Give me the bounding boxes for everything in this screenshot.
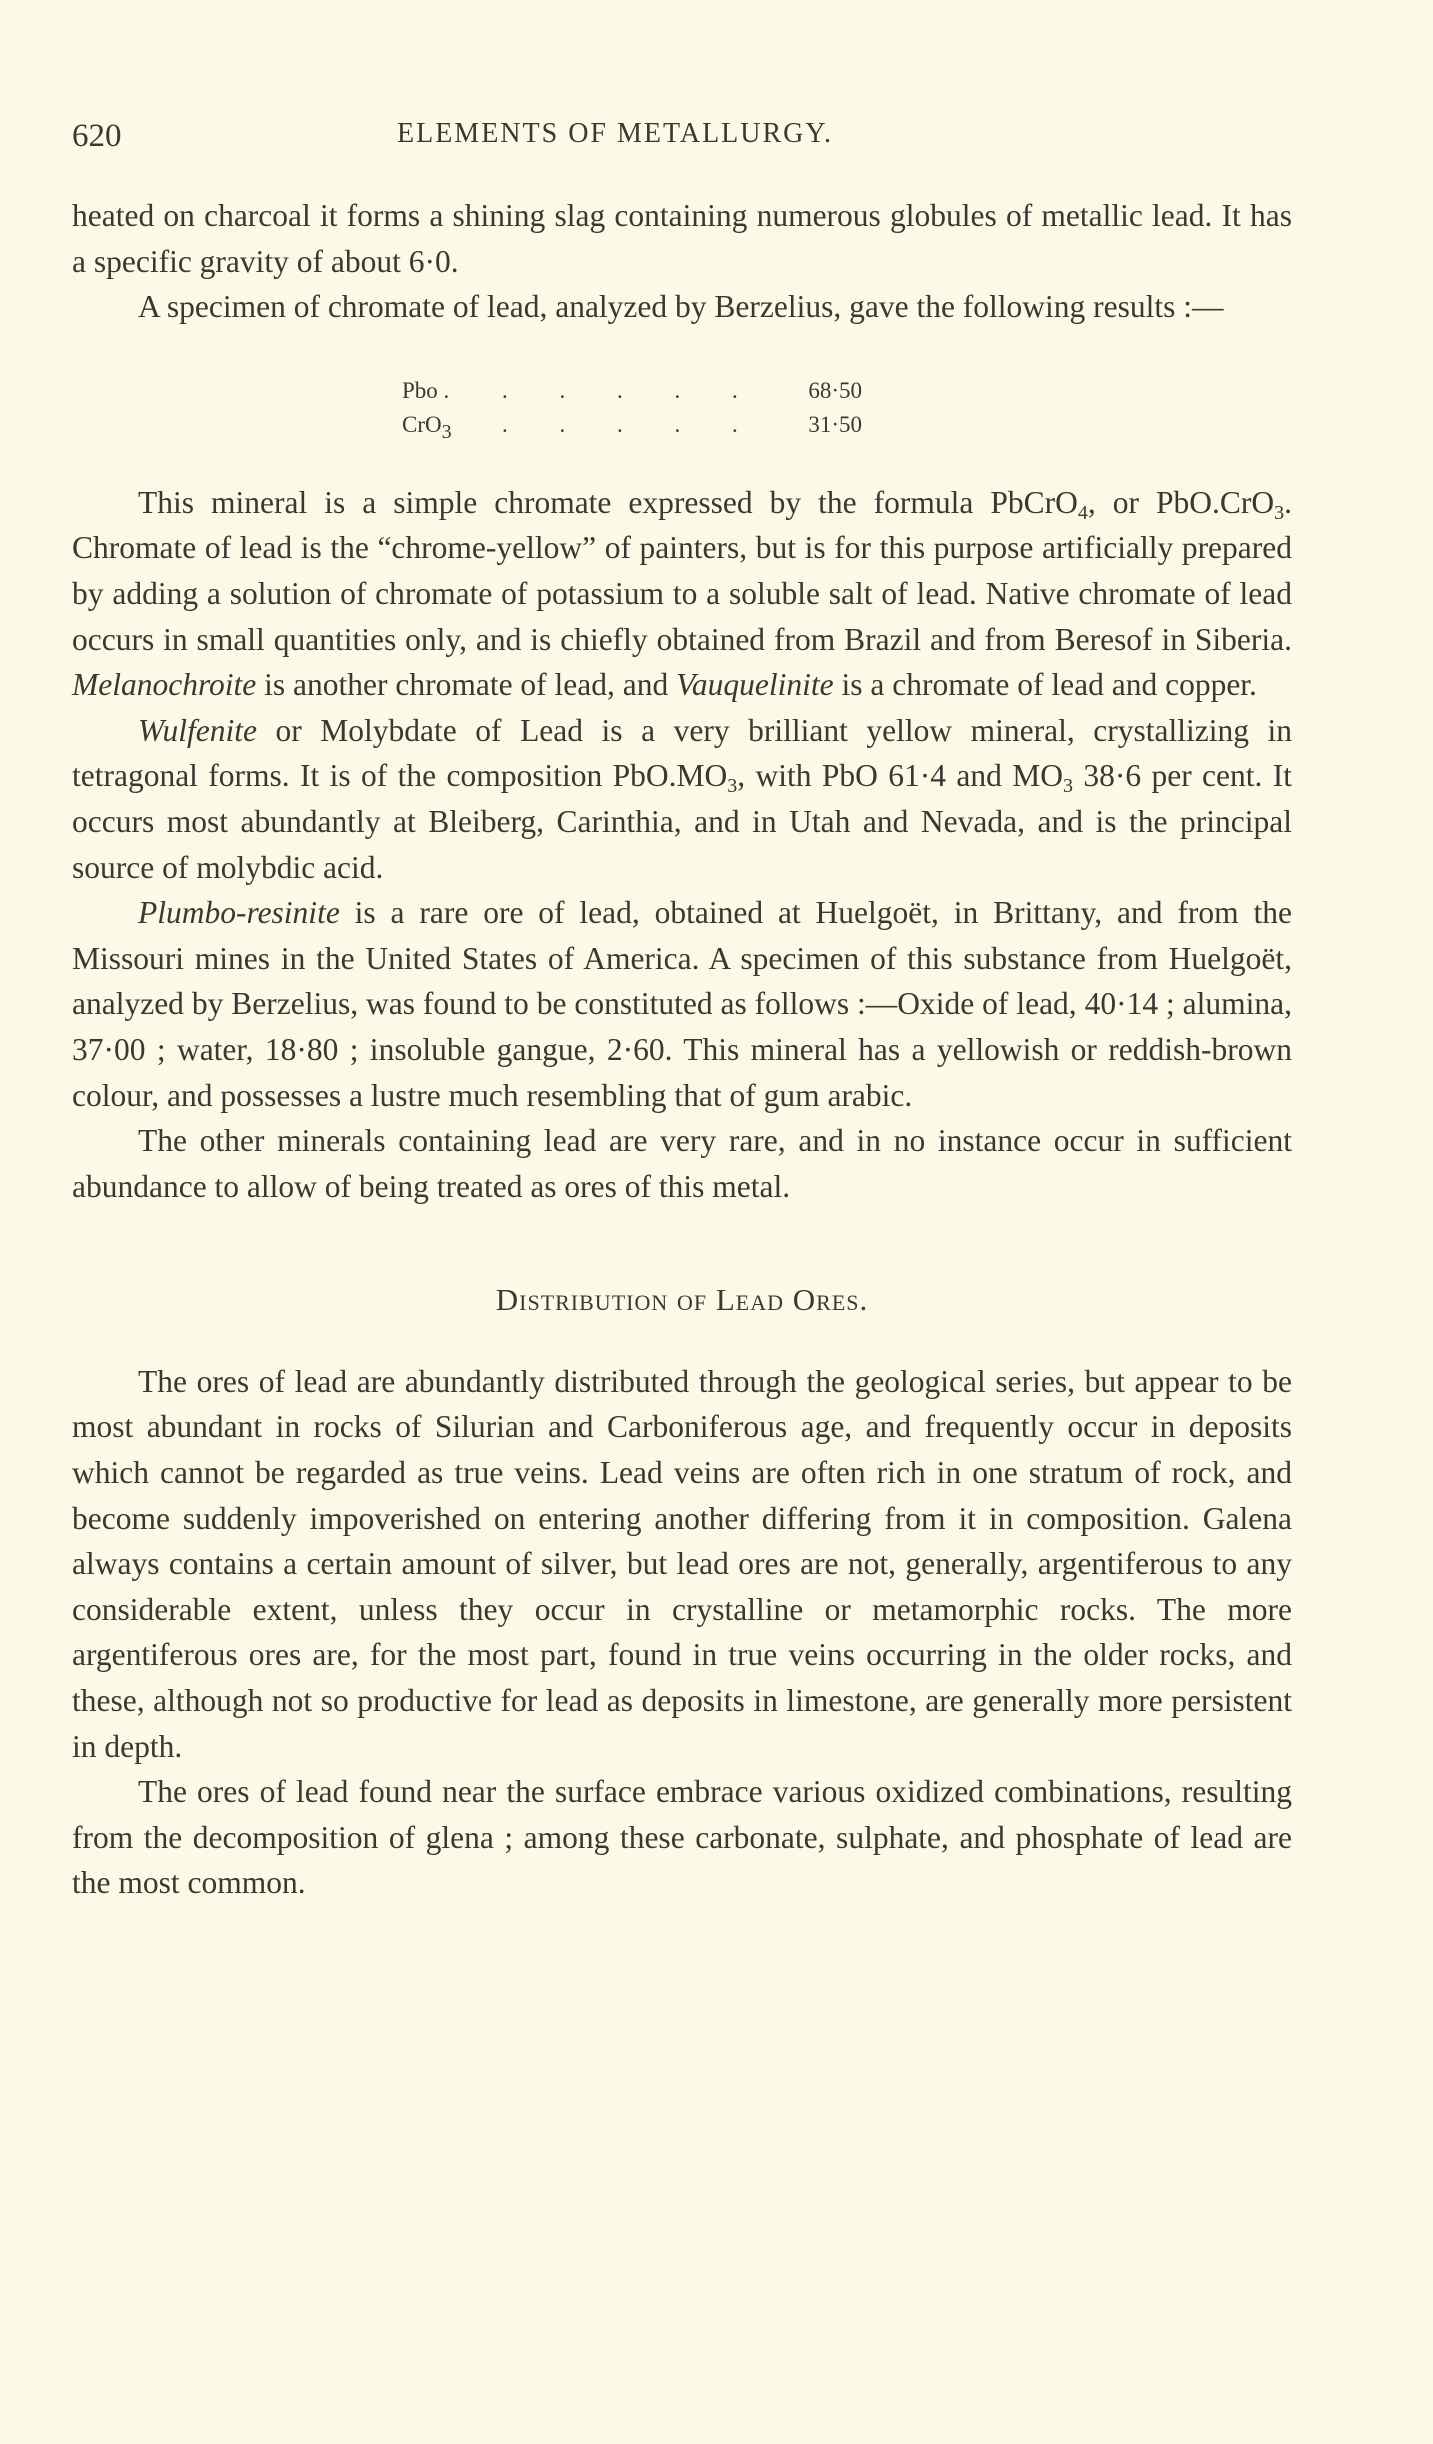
plumbo-resinite-paragraph: Plumbo-resinite is a rare ore of lead, obtained at Huelgoët, in Brittany, and from the Missouri mines in the United States of America. A specimen of this substance from Huelgoët, analyzed by Berzelius, was found to be constituted as follows :—Oxide of lead, 40·14 ; alumina, 37·00 ; water, 18·80 ; insoluble gangue, 2·60. This mineral has a yellowish or reddish-brown colour, and possesses a lustre much resembling that of gum arabic. — [72, 895, 1292, 1113]
continuation-paragraph: heated on charcoal it forms a shining slag containing numerous globules of metallic lead. It has a specific gravity of about 6·0. — [72, 198, 1292, 279]
section-heading: Distribution of Lead Ores. — [495, 1282, 869, 1318]
specimen-intro-paragraph: A specimen of chromate of lead, analyzed by Berzelius, gave the following results :— — [138, 289, 1224, 325]
running-title: ELEMENTS OF METALLURGY. — [397, 118, 834, 149]
analysis-compound: CrO$_3$ — [402, 411, 452, 443]
chromate-paragraph: This mineral is a simple chromate expressed by the formula PbCrO$_4$, or PbO.CrO$_3$. Chromate of lead is the “chrome-yellow” of painters, but is for this purpose artificially prepared by adding a solution of chromate of potassium to a soluble salt of lead. Native chromate of lead occurs in small quantities only, and is chiefly obtained from Brazil and from Beresof in Siberia. Melanochroite is another chromate of lead, and Vauquelinite is a chromate of lead and copper. — [72, 484, 1292, 703]
leader-dots: . . . . . — [502, 411, 761, 437]
analysis-value: 31·50 — [808, 411, 862, 437]
other-minerals-paragraph: The other minerals containing lead are very rare, and in no instance occur in sufficient abundance to allow of being treated as ores of this metal. — [72, 1123, 1292, 1204]
analysis-row-pbo — [402, 374, 862, 408]
distribution-paragraph-1: The ores of lead are abundantly distributed through the geological series, but appear to be most abundant in rocks of Silurian and Carboniferous age, and frequently occur in deposits which cannot be regarded as true veins. Lead veins are often rich in one stratum of rock, and become suddenly impoverished on entering another differing from it in composition. Galena always contains a certain amount of silver, but lead ores are not, generally, argentiferous to any considerable extent, unless they occur in crystalline or metamorphic rocks. The more argentiferous ores are, for the most part, found in true veins occurring in the older rocks, and these, although not so productive for lead as deposits in limestone, are generally more persistent in depth. — [72, 1363, 1292, 1764]
wulfenite-paragraph: Wulfenite or Molybdate of Lead is a very brilliant yellow mineral, crystallizing in tetragonal forms. It is of the composition $PbO.MO_3$, with PbO 61·4 and $MO_3$ 38·6 per cent. It occurs most abundantly at Bleiberg, Carinthia, and in Utah and Nevada, and is the principal source of molybdic acid. — [72, 712, 1292, 885]
mineral-name: Vauquelinite — [676, 667, 834, 703]
body-text — [72, 193, 1292, 1906]
analysis-value: 68·50 — [808, 377, 862, 403]
distribution-paragraph-2: The ores of lead found near the surface embrace various oxidized combinations, resulting from the decomposition of glena ; among these carbonate, sulphate, and phosphate of lead are the most common. — [72, 1774, 1292, 1901]
analysis-table — [402, 374, 862, 442]
mineral-name: Plumbo-resinite — [138, 895, 340, 931]
analysis-compound: Pbo . — [402, 377, 450, 403]
mineral-name: Wulfenite — [138, 712, 257, 748]
analysis-row-cro3 — [402, 408, 862, 442]
page-number: 620 — [72, 118, 122, 154]
leader-dots: . . . . . — [502, 377, 761, 403]
mineral-name: Melanochroite — [72, 667, 257, 703]
running-head — [72, 118, 1292, 158]
